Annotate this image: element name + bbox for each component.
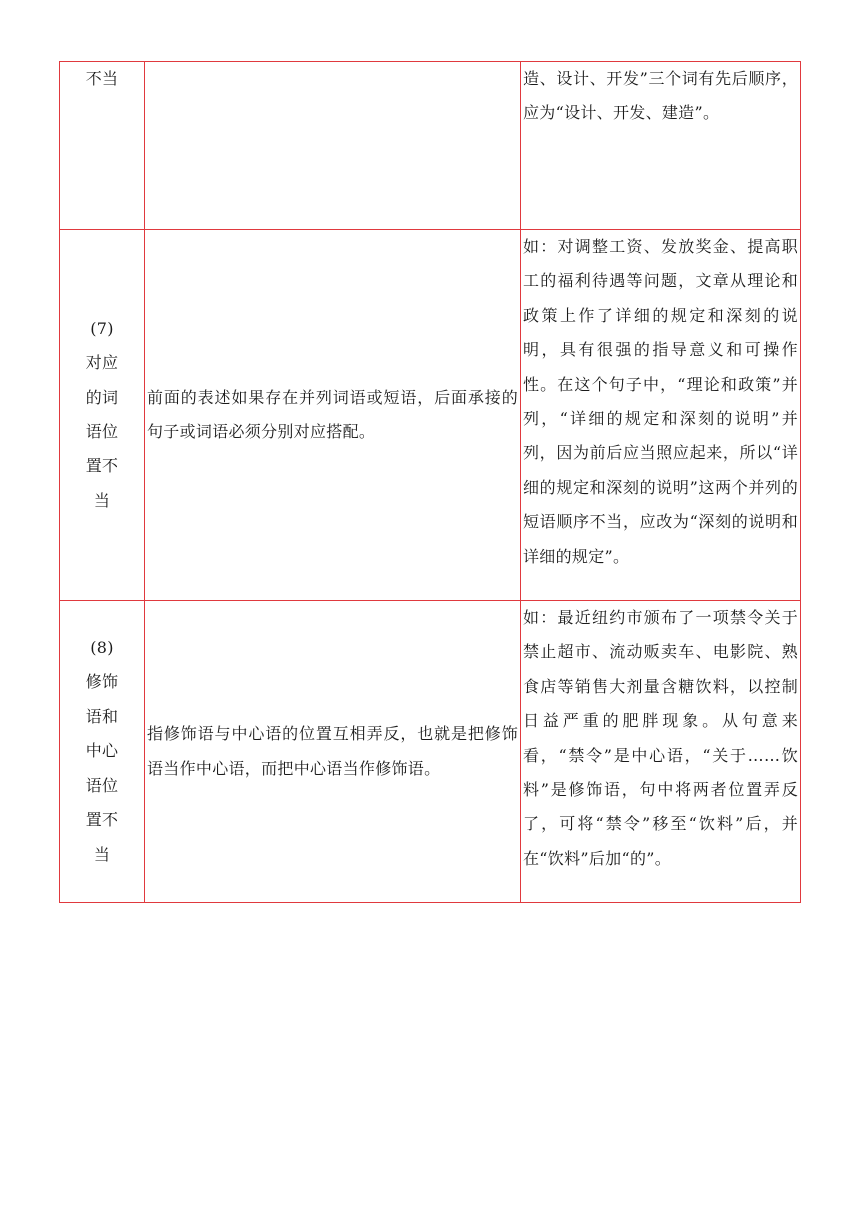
category-text: 的词 — [85, 387, 119, 407]
description-cell: 指修饰语与中心语的位置互相弄反，也就是把修饰语当作中心语，而把中心语当作修饰语。 — [145, 601, 521, 903]
category-cell — [60, 230, 145, 601]
category-text: 当 — [93, 490, 111, 510]
category-number: (7) — [90, 318, 114, 338]
table-row — [60, 601, 801, 903]
table-row — [60, 62, 801, 230]
category-text: 当 — [93, 844, 111, 864]
category-text: 语位 — [85, 422, 119, 441]
category-text: 语位 — [85, 775, 119, 795]
description-cell — [145, 62, 521, 230]
category-text: 修饰 — [85, 672, 119, 692]
description-cell: 前面的表述如果存在并列词语或短语，后面承接的句子或词语必须分别对应搭配。 — [145, 230, 521, 601]
category-text: 置不 — [85, 810, 119, 830]
category-text: 对应 — [85, 353, 119, 373]
category-text: 中心 — [85, 741, 119, 761]
category-cell — [60, 601, 145, 903]
table-row — [60, 230, 801, 601]
category-cell — [60, 62, 145, 230]
example-cell: 如：对调整工资、发放奖金、提高职工的福利待遇等问题，文章从理论和政策上作了详细的规定和深刻的说明，具有很强的指导意义和可操作性。在这个句子中，“理论和政策”并列，“详细的规定和深刻的说明”并列，因为前后应当照应起来，所以“详细的规定和深刻的说明”这两个并列的短语顺序不当，应改为“深刻的说明和详细的规定”。 — [521, 230, 801, 601]
category-text: 语和 — [85, 706, 119, 726]
category-text: 不当 — [85, 69, 119, 88]
category-text: 置不 — [85, 456, 119, 476]
grammar-error-table — [59, 61, 801, 903]
example-cell: 造、设计、开发”三个词有先后顺序，应为“设计、开发、建造”。 — [521, 62, 801, 230]
category-number: (8) — [90, 638, 114, 658]
example-cell: 如：最近纽约市颁布了一项禁令关于禁止超市、流动贩卖车、电影院、熟食店等销售大剂量含糖饮料，以控制日益严重的肥胖现象。从句意来看，“禁令”是中心语，“关于……饮料”是修饰语，句中将两者位置弄反了，可将“禁令”移至“饮料”后，并在“饮料”后加“的”。 — [521, 601, 801, 903]
